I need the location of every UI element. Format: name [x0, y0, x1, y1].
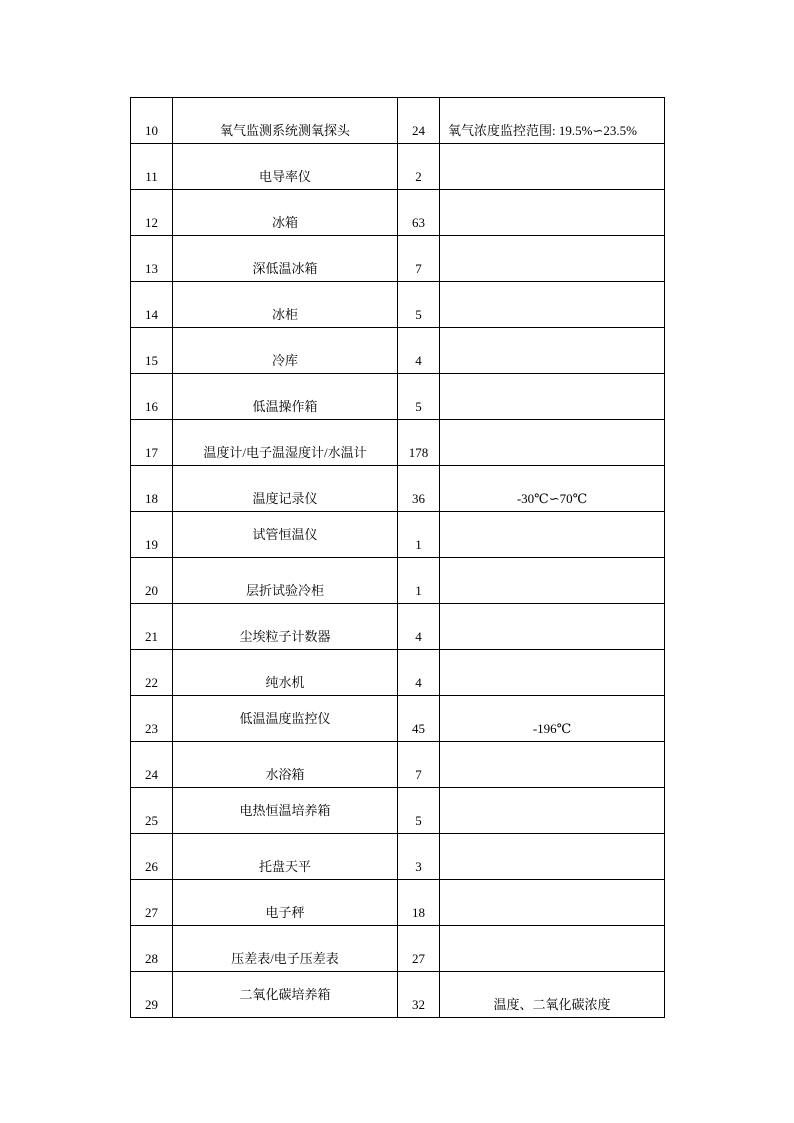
quantity: 3 [398, 834, 440, 880]
equipment-name: 试管恒温仪 [173, 512, 398, 558]
equipment-name: 温度计/电子温湿度计/水温计 [173, 420, 398, 466]
note [440, 742, 665, 788]
note: -196℃ [440, 696, 665, 742]
row-number: 10 [131, 98, 173, 144]
table-row [131, 972, 665, 1018]
note [440, 190, 665, 236]
quantity: 4 [398, 604, 440, 650]
note [440, 282, 665, 328]
table-row [131, 696, 665, 742]
table-row [131, 650, 665, 696]
row-number: 29 [131, 972, 173, 1018]
row-number: 28 [131, 926, 173, 972]
quantity: 18 [398, 880, 440, 926]
equipment-name: 纯水机 [173, 650, 398, 696]
quantity: 4 [398, 650, 440, 696]
table-row [131, 190, 665, 236]
quantity: 1 [398, 558, 440, 604]
row-number: 14 [131, 282, 173, 328]
row-number: 27 [131, 880, 173, 926]
note: 温度、二氧化碳浓度 [440, 972, 665, 1018]
quantity: 24 [398, 98, 440, 144]
note [440, 236, 665, 282]
quantity: 5 [398, 374, 440, 420]
table-row [131, 604, 665, 650]
equipment-name: 层折试验冷柜 [173, 558, 398, 604]
equipment-name: 二氧化碳培养箱 [173, 972, 398, 1018]
table-row [131, 926, 665, 972]
table-row [131, 466, 665, 512]
note: -30℃∽70℃ [440, 466, 665, 512]
table-row [131, 788, 665, 834]
table-row [131, 144, 665, 190]
note [440, 374, 665, 420]
row-number: 22 [131, 650, 173, 696]
table-row [131, 834, 665, 880]
quantity: 178 [398, 420, 440, 466]
note [440, 926, 665, 972]
quantity: 1 [398, 512, 440, 558]
equipment-name: 电热恒温培养箱 [173, 788, 398, 834]
equipment-table [130, 97, 665, 1018]
quantity: 7 [398, 236, 440, 282]
row-number: 15 [131, 328, 173, 374]
row-number: 17 [131, 420, 173, 466]
note [440, 558, 665, 604]
row-number: 25 [131, 788, 173, 834]
row-number: 23 [131, 696, 173, 742]
equipment-name: 电子秤 [173, 880, 398, 926]
row-number: 16 [131, 374, 173, 420]
equipment-name: 冷库 [173, 328, 398, 374]
note [440, 144, 665, 190]
row-number: 13 [131, 236, 173, 282]
equipment-name: 冰箱 [173, 190, 398, 236]
table-row [131, 282, 665, 328]
equipment-name: 低温温度监控仪 [173, 696, 398, 742]
quantity: 7 [398, 742, 440, 788]
equipment-name: 尘埃粒子计数器 [173, 604, 398, 650]
equipment-name: 托盘天平 [173, 834, 398, 880]
note [440, 880, 665, 926]
quantity: 32 [398, 972, 440, 1018]
quantity: 27 [398, 926, 440, 972]
note [440, 650, 665, 696]
note [440, 420, 665, 466]
quantity: 5 [398, 282, 440, 328]
equipment-name: 温度记录仪 [173, 466, 398, 512]
row-number: 12 [131, 190, 173, 236]
note [440, 512, 665, 558]
quantity: 63 [398, 190, 440, 236]
table-row [131, 98, 665, 144]
table-row [131, 558, 665, 604]
row-number: 18 [131, 466, 173, 512]
table-row [131, 374, 665, 420]
equipment-name: 深低温冰箱 [173, 236, 398, 282]
quantity: 4 [398, 328, 440, 374]
equipment-name: 压差表/电子压差表 [173, 926, 398, 972]
equipment-name: 低温操作箱 [173, 374, 398, 420]
row-number: 11 [131, 144, 173, 190]
note [440, 604, 665, 650]
quantity: 5 [398, 788, 440, 834]
table-row [131, 512, 665, 558]
note [440, 328, 665, 374]
table-row [131, 328, 665, 374]
quantity: 36 [398, 466, 440, 512]
equipment-name: 水浴箱 [173, 742, 398, 788]
table-row [131, 880, 665, 926]
row-number: 19 [131, 512, 173, 558]
equipment-name: 电导率仪 [173, 144, 398, 190]
note [440, 834, 665, 880]
equipment-name: 氧气监测系统测氧探头 [173, 98, 398, 144]
quantity: 2 [398, 144, 440, 190]
table-row [131, 236, 665, 282]
equipment-name: 冰柜 [173, 282, 398, 328]
note: 氧气浓度监控范围: 19.5%∽23.5% [440, 98, 665, 144]
quantity: 45 [398, 696, 440, 742]
row-number: 20 [131, 558, 173, 604]
table-row [131, 742, 665, 788]
row-number: 26 [131, 834, 173, 880]
row-number: 21 [131, 604, 173, 650]
note [440, 788, 665, 834]
row-number: 24 [131, 742, 173, 788]
table-row [131, 420, 665, 466]
